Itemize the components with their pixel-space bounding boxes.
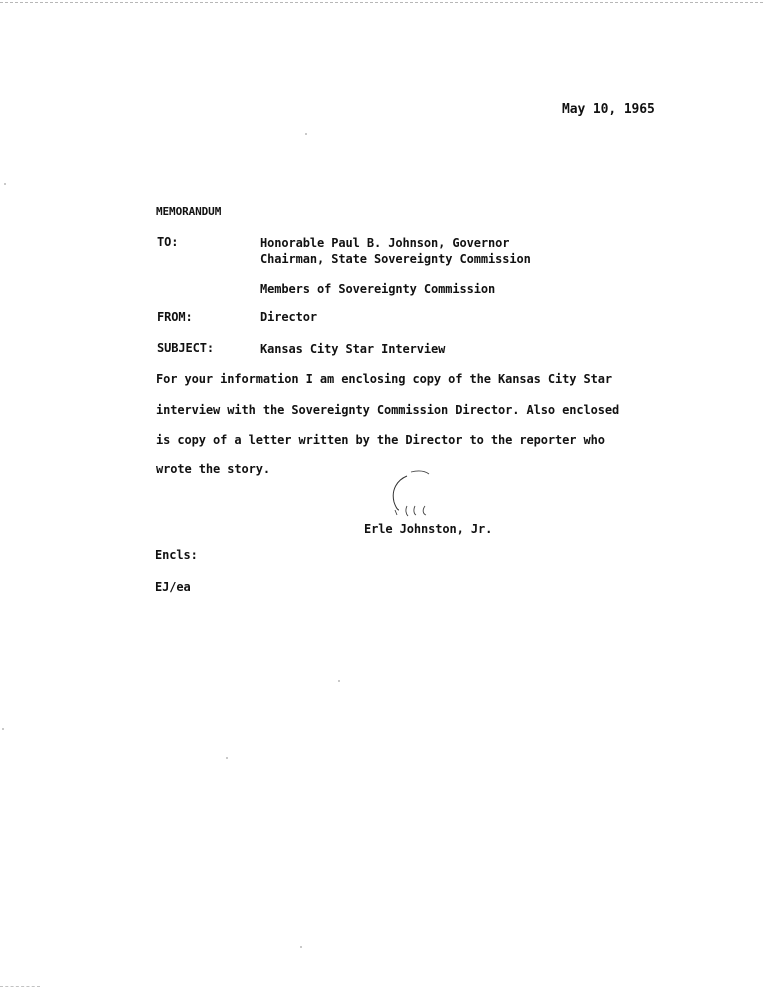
- memo-title: MEMORANDUM: [156, 205, 222, 218]
- scan-speck: [4, 183, 6, 185]
- memo-date: May 10, 1965: [562, 102, 655, 117]
- body-line: interview with the Sovereignty Commission Director. Also enclosed: [156, 403, 620, 417]
- from-value: Director: [260, 310, 317, 324]
- body-line: wrote the story.: [156, 462, 270, 476]
- to-recipient-line: Chairman, State Sovereignty Commission: [260, 252, 531, 266]
- subject-value: Kansas City Star Interview: [260, 342, 446, 356]
- top-scan-edge: [0, 2, 763, 3]
- enclosures-note: Encls:: [155, 548, 198, 562]
- body-line: For your information I am enclosing copy of the Kansas City Star: [156, 372, 612, 386]
- scan-speck: [305, 133, 307, 135]
- scan-speck: [2, 728, 4, 730]
- handwritten-signature: [385, 466, 445, 526]
- signer-name: Erle Johnston, Jr.: [364, 522, 493, 536]
- to-recipient-line: Honorable Paul B. Johnson, Governor: [260, 236, 510, 250]
- reference-initials: EJ/ea: [155, 580, 191, 594]
- scan-speck: [300, 946, 302, 948]
- bottom-scan-edge: [0, 986, 40, 987]
- scan-speck: [338, 680, 340, 682]
- to-recipient-line: Members of Sovereignty Commission: [260, 282, 496, 296]
- scan-speck: [226, 757, 228, 759]
- to-label: TO:: [157, 235, 179, 249]
- from-label: FROM:: [157, 310, 193, 324]
- body-line: is copy of a letter written by the Director to the reporter who: [156, 433, 605, 447]
- subject-label: SUBJECT:: [157, 341, 214, 355]
